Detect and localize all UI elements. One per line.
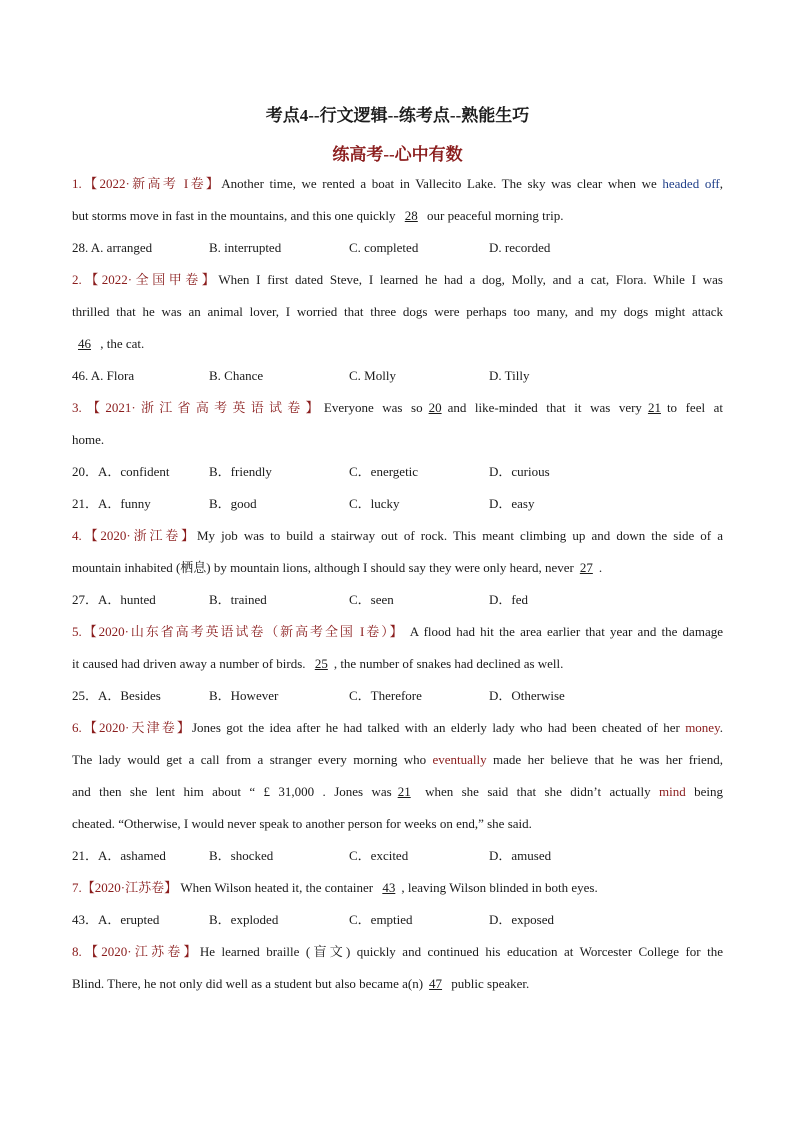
question-text: , leaving Wilson blinded in both eyes. [401,880,598,895]
option-d: D. Tilly [489,368,530,383]
question-2 [72,264,723,392]
worksheet [72,103,723,1000]
question-text: home. [72,432,105,447]
question-text: being [685,784,723,799]
option-c: C. completed [349,240,419,255]
question-2-line-3 [72,328,723,360]
option-d: D．amused [489,848,552,863]
question-number: 8. [72,944,82,959]
question-text: cheated. “Otherwise, I would never speak to another person for weeks on end,” she said. [72,816,532,831]
question-number: 6. [72,720,82,735]
option-d: D．Otherwise [489,688,565,703]
question-number: 3. [72,400,82,415]
option-c: C．emptied [349,912,413,927]
answer-options [72,904,723,936]
question-source: 【2020·天津卷】 [81,720,192,735]
question-6-line-4 [72,808,723,840]
question-4-line-1 [72,520,723,552]
question-7 [72,872,723,936]
question-text: but storms move in fast in the mountains, and this one quickly [72,208,399,223]
option-d: D．easy [489,496,535,511]
question-source: 【2020·江苏卷】 [81,944,200,959]
answer-blank: 46 [78,336,91,351]
question-number: 4. [72,528,82,543]
question-text: , the number of snakes had declined as well. [333,656,564,671]
option-a: 43．A．erupted [72,912,160,927]
question-text: When Wilson heated it, the container [177,880,377,895]
option-c: C．lucky [349,496,400,511]
question-source: 【2021·浙江省高考英语试卷】 [81,400,324,415]
answer-blank: 47 [429,976,443,991]
option-d: D．exposed [489,912,554,927]
option-b: B．trained [209,592,267,607]
question-6-line-2 [72,744,723,776]
option-c: C．excited [349,848,409,863]
answer-blank: 21 [397,784,411,799]
question-text: mountain inhabited (栖息) by mountain lions, although I should say they were only heard, never [72,560,574,575]
option-c: C. Molly [349,368,396,383]
question-number: 2. [72,272,82,287]
question-text: to feel at [666,400,723,415]
question-8 [72,936,723,1000]
answer-blank: 25 [314,656,328,671]
option-b: B．shocked [209,848,274,863]
option-a: 25．A．Besides [72,688,161,703]
answer-options [72,232,723,264]
answer-options [72,840,723,872]
question-6-line-1 [72,712,723,744]
question-text: thrilled that he was an animal lover, I worried that three dogs were perhaps too many, and my dogs might attack [72,304,723,319]
question-source: 【2020·江苏卷】 [81,880,178,895]
question-text: and like-minded that it was very [447,400,642,415]
question-text: . [598,560,603,575]
option-a: 21．A．funny [72,496,151,511]
option-b: B．friendly [209,464,272,479]
question-2-line-1 [72,264,723,296]
question-text: . [719,720,723,735]
answer-blank: 20 [428,400,442,415]
answer-options [72,680,723,712]
question-text: My job was to build a stairway out of rock. This meant climbing up and down the side of a [196,528,723,543]
option-d: D．curious [489,464,550,479]
question-text: , [719,176,723,191]
question-4-line-2 [72,552,723,584]
question-source: 【2020·山东省高考英语试卷（新高考全国 I卷）】 [81,624,405,639]
question-2-line-2 [72,296,723,328]
question-6-line-3 [72,776,723,808]
question-text: Another time, we rented a boat in Vallecito Lake. The sky was clear when we [221,176,663,191]
answer-options [72,456,723,488]
option-c: C．energetic [349,464,419,479]
question-source: 【2022·新高考 I卷】 [81,176,222,191]
option-a: 28. A. arranged [72,240,153,255]
option-b: B．good [209,496,257,511]
question-source: 【2020·浙江卷】 [81,528,197,543]
question-7-line-1 [72,872,723,904]
option-d: D．fed [489,592,528,607]
highlighted-phrase: headed off [662,176,720,191]
question-text: When I first dated Steve, I learned he had a dog, Molly, and a cat, Flora. While I was [218,272,723,287]
question-1-line-2 [72,200,723,232]
question-1-line-1 [72,168,723,200]
highlighted-word: mind [658,784,686,799]
question-text: it caused had driven away a number of birds. [72,656,309,671]
question-5-line-1 [72,616,723,648]
question-text: Jones got the idea after he had talked with an elderly lady who had been cheated of her [192,720,686,735]
question-8-line-2 [72,968,723,1000]
answer-options [72,360,723,392]
question-3 [72,392,723,520]
answer-blank: 43 [382,880,396,895]
answer-blank: 21 [647,400,661,415]
question-number: 1. [72,176,82,191]
question-text: , the cat. [97,336,145,351]
answer-blank: 27 [579,560,593,575]
option-c: C．seen [349,592,394,607]
option-b: B．However [209,688,279,703]
question-text: our peaceful morning trip. [423,208,564,223]
question-text: He learned braille (盲文) quickly and continued his education at Worcester College for the [199,944,723,959]
question-source: 【2022·全国甲卷】 [81,272,219,287]
option-a: 21．A．ashamed [72,848,166,863]
question-5-line-2 [72,648,723,680]
answer-options [72,584,723,616]
section-subtitle: 练高考--心中有数 [332,145,463,164]
option-a: 46. A. Flora [72,368,135,383]
question-text: The lady would get a call from a stranger every morning who [72,752,433,767]
page-title: 考点4--行文逻辑--练考点--熟能生巧 [265,106,530,125]
question-text: A flood had hit the area earlier that year and the damage [404,624,723,639]
question-text: public speaker. [448,976,530,991]
highlighted-word: money [685,720,720,735]
question-text: made her believe that he was her friend, [486,752,723,767]
question-5 [72,616,723,712]
question-4 [72,520,723,616]
question-number: 7. [72,880,82,895]
option-b: B．exploded [209,912,279,927]
question-1 [72,168,723,264]
answer-blank: 28 [404,208,418,223]
question-text: when she said that she didn’t actually [416,784,659,799]
question-6 [72,712,723,872]
question-3-line-1 [72,392,723,424]
option-b: B. Chance [209,368,264,383]
option-a: 27．A．hunted [72,592,156,607]
question-text: and then she lent him about “ £ 31,000 . Jones was [72,784,392,799]
question-3-line-2 [72,424,723,456]
question-text: Blind. There, he not only did well as a student but also became a(n) [72,976,424,991]
option-b: B. interrupted [209,240,282,255]
option-a: 20．A．confident [72,464,170,479]
question-number: 5. [72,624,82,639]
answer-options [72,488,723,520]
option-d: D. recorded [489,240,551,255]
highlighted-word: eventually [432,752,487,767]
question-8-line-1 [72,936,723,968]
question-text: Everyone was so [323,400,423,415]
option-c: C．Therefore [349,688,422,703]
